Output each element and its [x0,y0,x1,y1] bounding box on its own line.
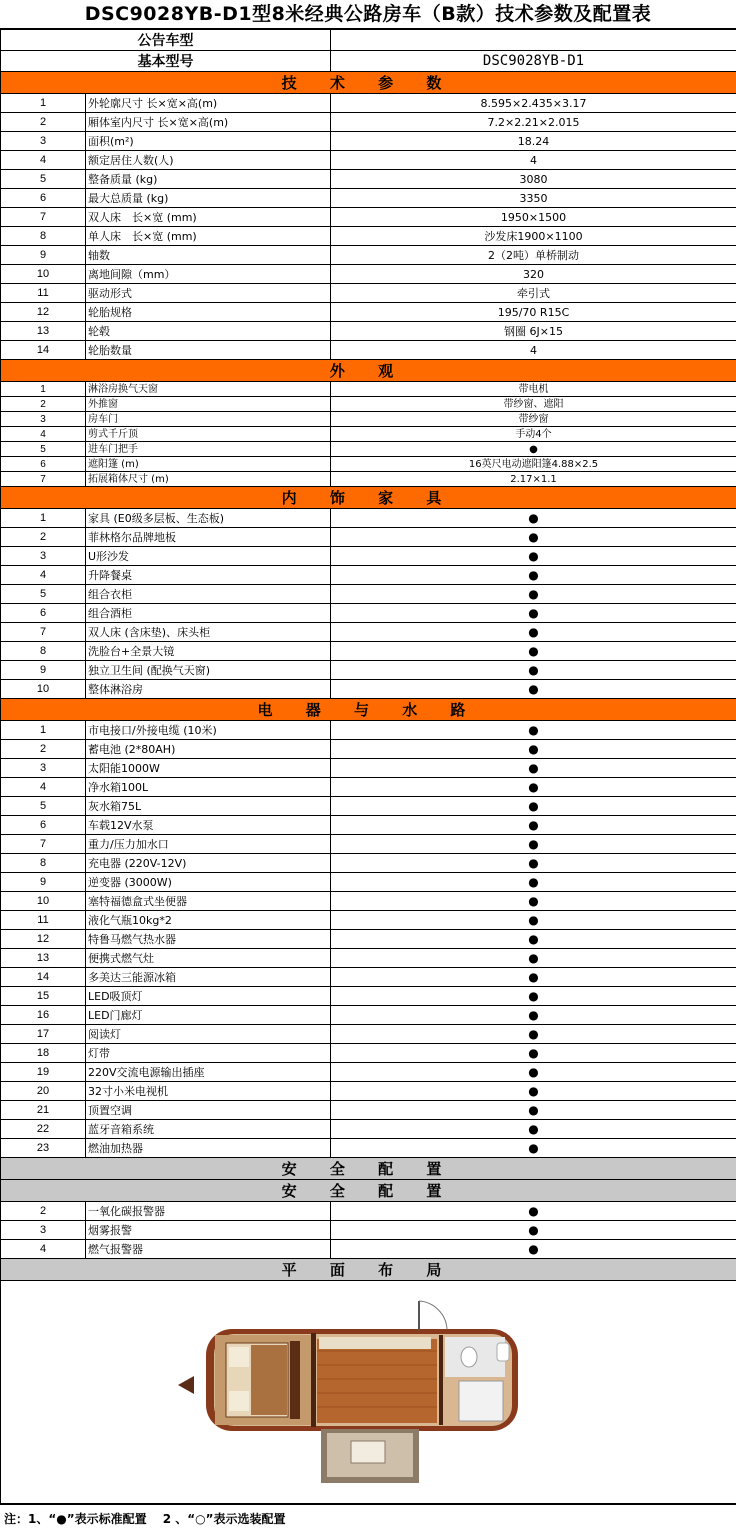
tech-param-row [1,132,736,151]
interior-item-label: 整体淋浴房 [86,680,331,699]
electrical-item-label: 顶置空调 [86,1101,331,1120]
tech-param-index: 13 [1,322,86,341]
tech-param-value: 8.595×2.435×3.17 [331,94,736,113]
floor-plan-image [1,1281,736,1503]
electrical-item-index: 1 [1,721,86,740]
electrical-item-label: 车载12V水泵 [86,816,331,835]
tech-param-row [1,322,736,341]
exterior-item-row [1,457,736,472]
exterior-item-index: 1 [1,382,86,397]
electrical-item-label: 充电器 (220V-12V) [86,854,331,873]
electrical-item-row [1,1101,736,1120]
electrical-item-standard-dot: ● [331,1006,736,1025]
interior-item-row [1,509,736,528]
interior-item-index: 3 [1,547,86,566]
electrical-item-index: 18 [1,1044,86,1063]
electrical-item-standard-dot: ● [331,1025,736,1044]
electrical-item-index: 22 [1,1120,86,1139]
electrical-item-standard-dot: ● [331,835,736,854]
electrical-item-standard-dot: ● [331,949,736,968]
exterior-item-row [1,382,736,397]
tech-param-index: 12 [1,303,86,322]
electrical-item-standard-dot: ● [331,740,736,759]
tech-param-index: 14 [1,341,86,360]
electrical-item-row [1,1025,736,1044]
header-label-model: 公告车型 [1,30,331,51]
footnote-legend: 注：1、“●”表示标准配置 2 、“○”表示选装配置 [0,1504,736,1533]
safety-item-label: 烟雾报警 [86,1221,331,1240]
electrical-item-index: 15 [1,987,86,1006]
tech-param-label: 额定居住人数(人) [86,151,331,170]
section-interior-label: 内 饰 家 具 [1,487,736,509]
section-exterior [1,360,736,382]
electrical-item-index: 16 [1,1006,86,1025]
exterior-item-value: 2.17×1.1 [331,472,736,487]
electrical-item-standard-dot: ● [331,721,736,740]
interior-item-row [1,642,736,661]
section-layout [1,1259,736,1281]
header-value-base: DSC9028YB-D1 [331,51,736,72]
section-interior [1,487,736,509]
section-layout-label: 平 面 布 局 [1,1259,736,1281]
electrical-item-label: 特鲁马燃气热水器 [86,930,331,949]
tech-param-index: 10 [1,265,86,284]
electrical-item-row [1,987,736,1006]
header-label-base: 基本型号 [1,51,331,72]
section-electrical-label: 电 器 与 水 路 [1,699,736,721]
exterior-item-row [1,397,736,412]
electrical-item-index: 23 [1,1139,86,1158]
electrical-item-row [1,778,736,797]
interior-item-row [1,680,736,699]
section-safety-repeat [1,1180,736,1202]
tech-param-row [1,113,736,132]
exterior-item-row [1,427,736,442]
tech-param-value: 18.24 [331,132,736,151]
electrical-item-standard-dot: ● [331,911,736,930]
electrical-item-row [1,721,736,740]
exterior-item-label: 进车门把手 [86,442,331,457]
electrical-item-row [1,949,736,968]
electrical-item-label: 液化气瓶10kg*2 [86,911,331,930]
safety-item-standard-dot: ● [331,1221,736,1240]
interior-item-standard-dot: ● [331,509,736,528]
electrical-item-index: 2 [1,740,86,759]
electrical-item-row [1,892,736,911]
electrical-item-label: 蓝牙音箱系统 [86,1120,331,1139]
header-row-base [1,51,736,72]
exterior-item-label: 房车门 [86,412,331,427]
electrical-item-standard-dot: ● [331,968,736,987]
exterior-item-label: 外推窗 [86,397,331,412]
tech-param-label: 单人床 长×宽 (mm) [86,227,331,246]
tech-param-value: 3350 [331,189,736,208]
electrical-item-row [1,1063,736,1082]
floor-plan-cell [1,1281,736,1504]
exterior-item-value: 手动4个 [331,427,736,442]
interior-item-index: 4 [1,566,86,585]
electrical-item-standard-dot: ● [331,987,736,1006]
header-value-model [331,30,736,51]
tech-param-value: 2（2吨）单桥制动 [331,246,736,265]
electrical-item-label: 净水箱100L [86,778,331,797]
exterior-item-value: 16英尺电动遮阳篷4.88×2.5 [331,457,736,472]
tech-param-row [1,303,736,322]
tech-param-index: 3 [1,132,86,151]
tech-param-label: 轴数 [86,246,331,265]
exterior-item-value: 带电机 [331,382,736,397]
interior-item-index: 8 [1,642,86,661]
tech-param-row [1,208,736,227]
exterior-item-index: 5 [1,442,86,457]
section-safety-label: 安 全 配 置 [1,1158,736,1180]
exterior-item-row [1,472,736,487]
exterior-item-label: 拓展箱体尺寸 (m) [86,472,331,487]
tech-param-index: 8 [1,227,86,246]
interior-item-label: 升降餐桌 [86,566,331,585]
tech-param-row [1,170,736,189]
interior-item-label: 双人床 (含床垫)、床头柜 [86,623,331,642]
tech-param-row [1,227,736,246]
electrical-item-standard-dot: ● [331,930,736,949]
tech-param-value: 4 [331,151,736,170]
tech-param-value: 沙发床1900×1100 [331,227,736,246]
tech-param-index: 11 [1,284,86,303]
tech-param-row [1,265,736,284]
electrical-item-label: 重力/压力加水口 [86,835,331,854]
safety-item-row [1,1240,736,1259]
tech-param-row [1,341,736,360]
electrical-item-label: 蓄电池 (2*80AH) [86,740,331,759]
tech-param-label: 最大总质量 (kg) [86,189,331,208]
electrical-item-label: 220V交流电源输出插座 [86,1063,331,1082]
interior-item-index: 2 [1,528,86,547]
tech-param-index: 5 [1,170,86,189]
electrical-item-index: 3 [1,759,86,778]
electrical-item-index: 20 [1,1082,86,1101]
interior-item-index: 1 [1,509,86,528]
tech-param-row [1,94,736,113]
electrical-item-row [1,835,736,854]
interior-item-row [1,547,736,566]
electrical-item-row [1,740,736,759]
electrical-item-index: 10 [1,892,86,911]
electrical-item-standard-dot: ● [331,816,736,835]
electrical-item-row [1,1120,736,1139]
tech-param-index: 6 [1,189,86,208]
tech-param-value: 钢圈 6J×15 [331,322,736,341]
electrical-item-row [1,816,736,835]
electrical-item-standard-dot: ● [331,778,736,797]
interior-item-standard-dot: ● [331,642,736,661]
interior-item-row [1,604,736,623]
electrical-item-standard-dot: ● [331,759,736,778]
electrical-item-standard-dot: ● [331,892,736,911]
tech-param-row [1,189,736,208]
tech-param-label: 面积(m²) [86,132,331,151]
interior-item-row [1,623,736,642]
electrical-item-index: 9 [1,873,86,892]
tech-param-row [1,151,736,170]
electrical-item-label: LED吸顶灯 [86,987,331,1006]
electrical-item-index: 4 [1,778,86,797]
electrical-item-standard-dot: ● [331,854,736,873]
tech-param-label: 整备质量 (kg) [86,170,331,189]
tech-param-value: 320 [331,265,736,284]
electrical-item-row [1,911,736,930]
electrical-item-row [1,797,736,816]
tech-param-row [1,246,736,265]
interior-item-label: 独立卫生间 (配换气天窗) [86,661,331,680]
section-tech-label: 技 术 参 数 [1,72,736,94]
interior-item-index: 6 [1,604,86,623]
exterior-item-value: 带纱窗 [331,412,736,427]
exterior-item-index: 4 [1,427,86,442]
tech-param-value: 195/70 R15C [331,303,736,322]
safety-item-standard-dot: ● [331,1240,736,1259]
tech-param-index: 4 [1,151,86,170]
electrical-item-row [1,1006,736,1025]
electrical-item-label: 太阳能1000W [86,759,331,778]
electrical-item-label: 阅读灯 [86,1025,331,1044]
electrical-item-index: 17 [1,1025,86,1044]
exterior-item-label: 剪式千斤顶 [86,427,331,442]
electrical-item-index: 21 [1,1101,86,1120]
electrical-item-standard-dot: ● [331,1063,736,1082]
electrical-item-label: 便携式燃气灶 [86,949,331,968]
exterior-item-row [1,412,736,427]
electrical-item-standard-dot: ● [331,1139,736,1158]
tech-param-index: 9 [1,246,86,265]
electrical-item-index: 7 [1,835,86,854]
electrical-item-row [1,1139,736,1158]
safety-item-label: 一氧化碳报警器 [86,1202,331,1221]
exterior-item-label: 遮阳篷 (m) [86,457,331,472]
electrical-item-row [1,1082,736,1101]
electrical-item-standard-dot: ● [331,1082,736,1101]
section-safety [1,1158,736,1180]
interior-item-label: 组合衣柜 [86,585,331,604]
interior-item-standard-dot: ● [331,528,736,547]
tech-param-row [1,284,736,303]
tech-param-label: 轮毂 [86,322,331,341]
interior-item-row [1,528,736,547]
electrical-item-row [1,968,736,987]
interior-item-row [1,585,736,604]
electrical-item-label: 多美达三能源冰箱 [86,968,331,987]
electrical-item-index: 5 [1,797,86,816]
exterior-item-index: 2 [1,397,86,412]
electrical-item-label: 灯带 [86,1044,331,1063]
tech-param-index: 2 [1,113,86,132]
interior-item-row [1,661,736,680]
tech-param-label: 厢体室内尺寸 长×宽×高(m) [86,113,331,132]
section-exterior-label: 外 观 [1,360,736,382]
electrical-item-row [1,930,736,949]
tech-param-label: 双人床 长×宽 (mm) [86,208,331,227]
exterior-item-label: 淋浴房换气天窗 [86,382,331,397]
exterior-item-index: 7 [1,472,86,487]
interior-item-index: 9 [1,661,86,680]
interior-item-standard-dot: ● [331,604,736,623]
electrical-item-label: 灰水箱75L [86,797,331,816]
tech-param-value: 1950×1500 [331,208,736,227]
safety-item-standard-dot: ● [331,1202,736,1221]
interior-item-standard-dot: ● [331,585,736,604]
electrical-item-standard-dot: ● [331,1101,736,1120]
safety-item-index: 2 [1,1202,86,1221]
electrical-item-standard-dot: ● [331,873,736,892]
tech-param-index: 1 [1,94,86,113]
interior-item-label: 菲林格尔品牌地板 [86,528,331,547]
electrical-item-index: 8 [1,854,86,873]
sheet-title: DSC9028YB-D1型8米经典公路房车（B款）技术参数及配置表 [0,0,736,29]
electrical-item-index: 6 [1,816,86,835]
tech-param-value: 4 [331,341,736,360]
tech-param-label: 驱动形式 [86,284,331,303]
safety-item-index: 3 [1,1221,86,1240]
electrical-item-standard-dot: ● [331,797,736,816]
electrical-item-index: 12 [1,930,86,949]
electrical-item-label: 市电接口/外接电缆 (10米) [86,721,331,740]
tech-param-label: 外轮廓尺寸 长×宽×高(m) [86,94,331,113]
electrical-item-label: 32寸小米电视机 [86,1082,331,1101]
section-safety-repeat-label: 安 全 配 置 [1,1180,736,1202]
interior-item-index: 7 [1,623,86,642]
exterior-item-row [1,442,736,457]
tech-param-label: 轮胎规格 [86,303,331,322]
exterior-item-index: 6 [1,457,86,472]
interior-item-standard-dot: ● [331,680,736,699]
electrical-item-index: 19 [1,1063,86,1082]
interior-item-label: 家具 (E0级多层板、生态板) [86,509,331,528]
exterior-item-value: 带纱窗、遮阳 [331,397,736,412]
exterior-item-standard-dot: ● [331,442,736,457]
safety-item-index: 4 [1,1240,86,1259]
tech-param-value: 3080 [331,170,736,189]
interior-item-label: 组合酒柜 [86,604,331,623]
safety-item-row [1,1202,736,1221]
electrical-item-row [1,873,736,892]
tech-param-label: 轮胎数量 [86,341,331,360]
interior-item-standard-dot: ● [331,661,736,680]
electrical-item-standard-dot: ● [331,1120,736,1139]
electrical-item-index: 11 [1,911,86,930]
interior-item-standard-dot: ● [331,547,736,566]
interior-item-row [1,566,736,585]
safety-item-row [1,1221,736,1240]
electrical-item-label: 逆变器 (3000W) [86,873,331,892]
spec-table [0,29,736,1504]
tech-param-value: 7.2×2.21×2.015 [331,113,736,132]
tech-param-value: 牵引式 [331,284,736,303]
electrical-item-label: 燃油加热器 [86,1139,331,1158]
interior-item-index: 5 [1,585,86,604]
electrical-item-index: 13 [1,949,86,968]
tech-param-label: 离地间隙（mm） [86,265,331,284]
interior-item-label: 洗脸台+全景大镜 [86,642,331,661]
electrical-item-standard-dot: ● [331,1044,736,1063]
interior-item-index: 10 [1,680,86,699]
electrical-item-row [1,854,736,873]
floor-plan-row [1,1281,736,1504]
electrical-item-label: LED门廊灯 [86,1006,331,1025]
electrical-item-label: 塞特福德盒式坐便器 [86,892,331,911]
interior-item-standard-dot: ● [331,623,736,642]
section-tech [1,72,736,94]
header-row-model [1,30,736,51]
safety-item-label: 燃气报警器 [86,1240,331,1259]
electrical-item-index: 14 [1,968,86,987]
section-electrical [1,699,736,721]
electrical-item-row [1,759,736,778]
tech-param-index: 7 [1,208,86,227]
electrical-item-row [1,1044,736,1063]
interior-item-standard-dot: ● [331,566,736,585]
exterior-item-index: 3 [1,412,86,427]
interior-item-label: U形沙发 [86,547,331,566]
